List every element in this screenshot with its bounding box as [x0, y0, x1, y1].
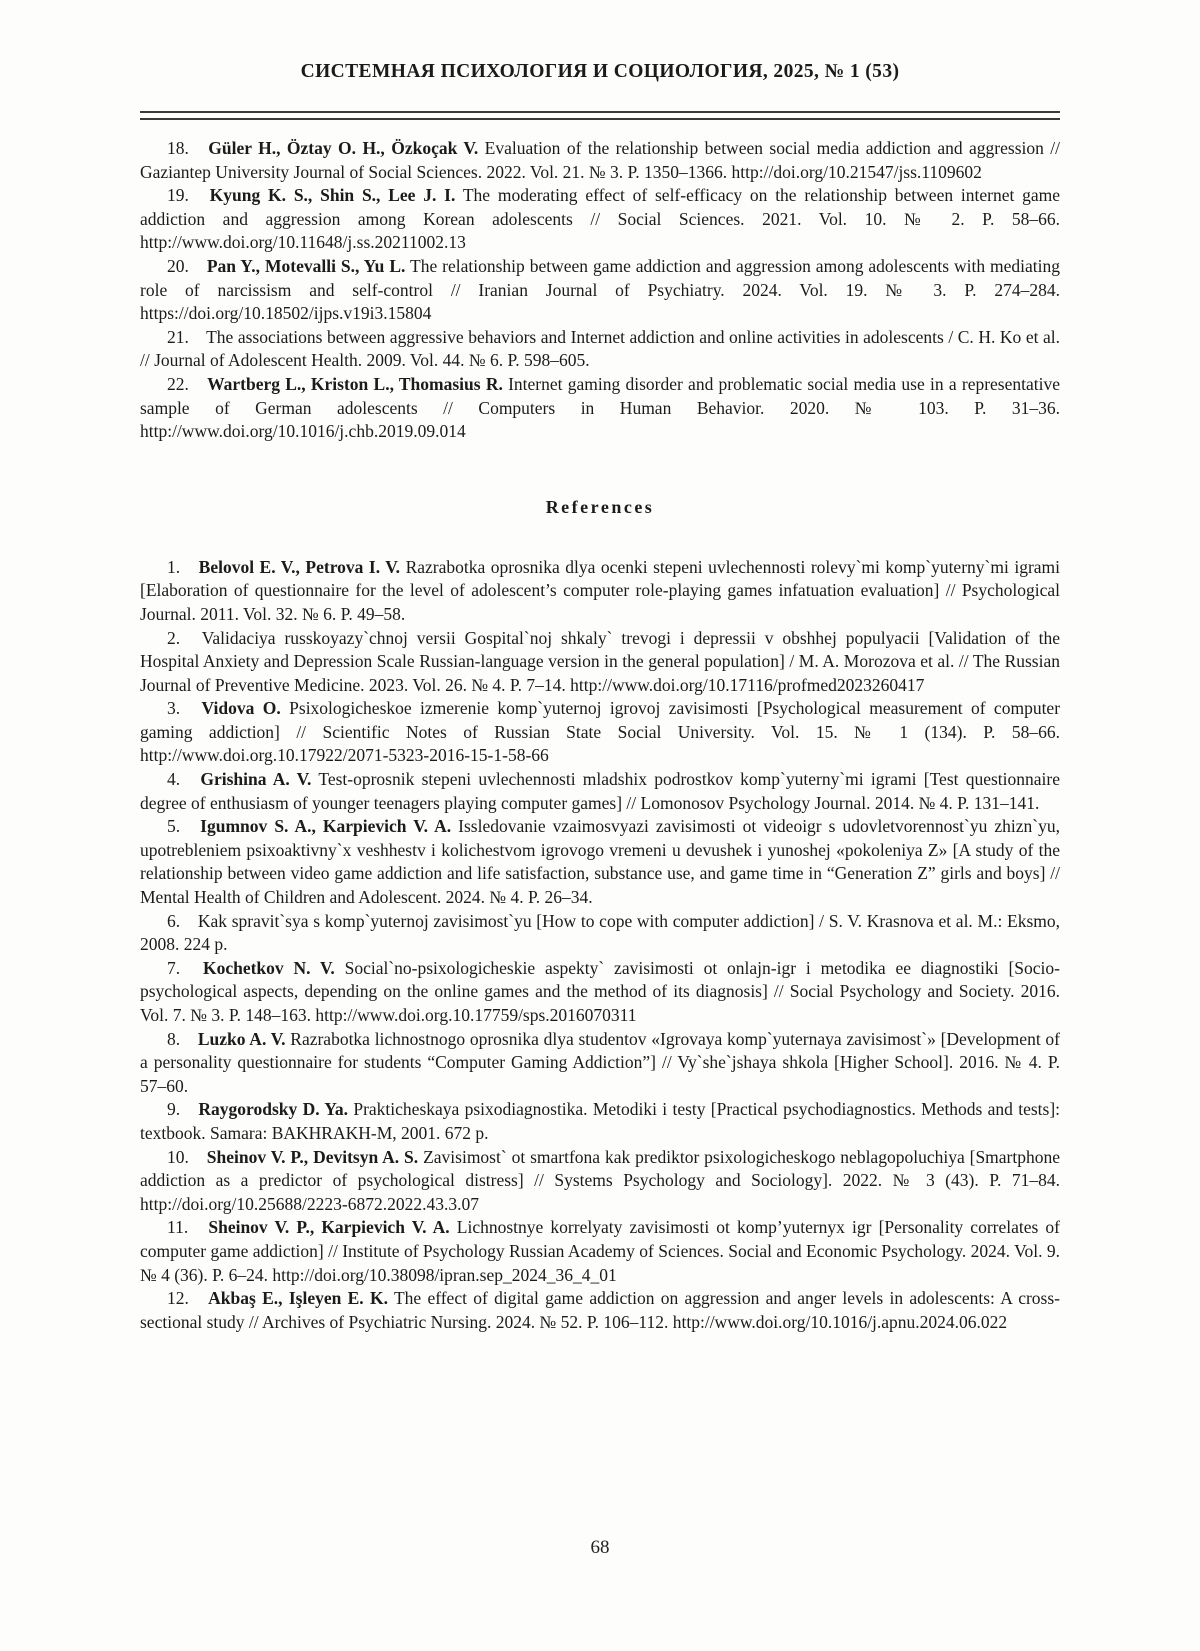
ref-number: 3.	[167, 698, 181, 719]
reference-item-2	[140, 627, 1060, 698]
ref-authors: Akbaş E., Işleyen E. K.	[208, 1288, 388, 1309]
ref-number: 20.	[167, 255, 189, 276]
references-heading: References	[545, 496, 655, 517]
reference-item-19	[140, 184, 1060, 255]
ref-text: Test-oprosnik stepeni uvlechennosti mladshix podrostkov komp`yuterny`mi igrami [Test questionnaire degree of enthusiasm of younger teenagers playing computer games] // Lomonosov Psychology Journal. 2014. № 4. P. 131–141.	[140, 769, 1061, 813]
reference-item-11	[140, 1216, 1060, 1287]
ref-text: The relationship between game addiction and aggression among adolescents with mediating role of narcissism and self-control // Iranian Journal of Psychiatry. 2024. Vol. 19. № 3. P. 274–284. https://doi.org/10.18502/ijps.v19i3.15804	[140, 255, 1061, 324]
ref-authors: Vidova O.	[201, 698, 281, 719]
ref-number: 21.	[167, 326, 189, 347]
ref-number: 1.	[167, 556, 181, 577]
ref-authors: Sheinov V. P., Devitsyn A. S.	[206, 1146, 419, 1167]
page-header	[140, 0, 1060, 120]
ref-text: Evaluation of the relationship between social media addiction and aggression // Gaziantep University Journal of Social Sciences. 2022. Vol. 21. № 3. P. 1350–1366. http://doi.org/10.21547/jss.1109602	[140, 138, 1061, 182]
ref-authors: Raygorodsky D. Ya.	[198, 1099, 349, 1120]
ref-authors: Belovol E. V., Petrova I. V.	[198, 556, 401, 577]
reference-item-8	[140, 1028, 1060, 1099]
ref-text: Kak spravit`sya s komp`yuternoj zavisimost`yu [How to cope with computer addiction] / S. V. Krasnova et al. M.: Eksmo, 2008. 224 p.	[140, 910, 1061, 955]
ref-text: Razrabotka oprosnika dlya ocenki stepeni uvlechennosti rolevy`mi komp`yuterny`mi igrami [Elaboration of questionnaire for the level of adolescent’s computer role-playing games infatuation evaluation] // Psychological Journal. 2011. Vol. 32. № 6. P. 49–58.	[140, 556, 1061, 624]
ref-text: Validaciya russkoyazy`chnoj versii Gospital`noj shkaly` trevogi i depressii v obshhej populyacii [Validation of the Hospital Anxiety and Depression Scale Russian-language version in the general population] / M. A. Morozova et al. // The Russian Journal of Preventive Medicine. 2023. Vol. 26. № 4. P. 7–14. http://www.doi.org/10.17116/profmed2023260417	[140, 627, 1060, 695]
reference-item-21	[140, 326, 1060, 373]
ref-text: Zavisimost` ot smartfona kak prediktor psixologicheskogo neblagopoluchiya [Smartphone addiction as a predictor of psychological distress] // Systems Psychology and Sociology]. 2022. № 3 (43). P. 71–84. http://doi.org/10.25688/2223-6872.2022.43.3.07	[140, 1146, 1061, 1214]
ref-text: Internet gaming disorder and problematic social media use in a representative sample of German adolescents // Computers in Human Behavior. 2020. № 103. P. 31–36. http://www.doi.org/10.1016/j.chb.2019.09.014	[140, 373, 1061, 442]
ref-authors: Grishina A. V.	[200, 769, 312, 790]
ref-number: 18.	[167, 138, 189, 158]
ref-authors: Kochetkov N. V.	[202, 957, 335, 978]
reference-item-20	[140, 255, 1060, 326]
reference-item-3	[140, 697, 1060, 768]
reference-item-9	[140, 1098, 1060, 1145]
page-body	[140, 137, 1060, 1334]
ref-text: The associations between aggressive behaviors and Internet addiction and online activities in adolescents / C. H. Ko et al. // Journal of Adolescent Health. 2009. Vol. 44. № 6. P. 598–605.	[140, 326, 1060, 371]
ref-authors: Sheinov V. P., Karpievich V. A.	[208, 1217, 450, 1238]
ref-number: 4.	[167, 769, 181, 790]
ref-authors: Kyung K. S., Shin S., Lee J. I.	[209, 185, 456, 206]
reference-item-6	[140, 910, 1060, 957]
ref-text: Social`no-psixologicheskie aspekty` zavisimosti ot onlajn-igr i metodika ee diagnostiki [Socio-psychological aspects, depending on the online games and the method of its diagnosis] // Social Psychology and Society. 2016. Vol. 7. № 3. P. 148–163. http://www.doi.org.10.17759/sps.2016070311	[140, 957, 1060, 1025]
page-number: 68	[590, 1537, 610, 1558]
ref-number: 11.	[167, 1217, 189, 1238]
reference-item-7	[140, 957, 1060, 1028]
ref-authors: Pan Y., Motevalli S., Yu L.	[206, 255, 406, 276]
reference-item-12	[140, 1287, 1060, 1334]
ref-number: 22.	[167, 373, 189, 394]
bibliography-top-section	[140, 137, 1060, 444]
ref-authors: Wartberg L., Kriston L., Thomasius R.	[207, 373, 503, 394]
page-content	[140, 0, 1060, 1334]
ref-text: Lichnostnye korrelyaty zavisimosti ot komp’yuternyx igr [Personality correlates of computer game addiction] // Institute of Psychology Russian Academy of Sciences. Social and Economic Psychology. 2024. Vol. 9. № 4 (36). P. 6–24. http://doi.org/10.38098/ipran.sep_2024_36_4_01	[140, 1217, 1061, 1285]
ref-text: Razrabotka lichnostnogo oprosnika dlya studentov «Igrovaya komp`yuternaya zavisimost`» [Development of a personality questionnaire for students “Computer Gaming Addiction”] // Vy`she`jshaya shkola [Higher School]. 2016. № 4. P. 57–60.	[140, 1028, 1060, 1096]
ref-number: 6.	[167, 910, 181, 931]
header-double-rule	[140, 111, 1060, 120]
ref-number: 7.	[167, 957, 181, 978]
reference-item-10	[140, 1146, 1060, 1217]
journal-header-title: СИСТЕМНАЯ ПСИХОЛОГИЯ И СОЦИОЛОГИЯ, 2025, № 1 (53)	[300, 61, 900, 82]
ref-number: 12.	[167, 1288, 189, 1309]
ref-number: 5.	[167, 816, 181, 837]
reference-item-1	[140, 556, 1060, 627]
ref-text: Prakticheskaya psixodiagnostika. Metodiki i testy [Practical psychodiagnostics. Methods and tests]: textbook. Samara: BAKHRAKH-M, 2001. 672 p.	[140, 1099, 1061, 1143]
ref-text: The effect of digital game addiction on aggression and anger levels in adolescents: A cross-sectional study // Archives of Psychiatric Nursing. 2024. № 52. P. 106–112. http://www.doi.org/10.1016/j.apnu.2024.06.022	[140, 1288, 1061, 1332]
ref-number: 8.	[167, 1028, 181, 1049]
reference-item-22	[140, 373, 1060, 444]
ref-authors: Güler H., Öztay O. H., Özkoçak V.	[208, 138, 479, 158]
ref-authors: Igumnov S. A., Karpievich V. A.	[200, 816, 452, 837]
reference-item-4	[140, 768, 1060, 815]
ref-number: 10.	[167, 1146, 189, 1167]
ref-text: The moderating effect of self-efficacy on the relationship between internet game addiction and aggression among Korean adolescents // Social Sciences. 2021. Vol. 10. № 2. P. 58–66. http://www.doi.org/10.11648/j.ss.20211002.13	[140, 185, 1061, 253]
ref-authors: Luzko A. V.	[197, 1028, 286, 1049]
ref-number: 2.	[167, 627, 181, 648]
ref-number: 9.	[167, 1099, 181, 1120]
ref-text: Issledovanie vzaimosvyazi zavisimosti ot videoigr s udovletvorennost`yu zhizn`yu, upotrebleniem psixoaktivny`x veshhestv i kolichestvom igrovogo vremeni u devushek i yunoshej «pokoleniya Z» [A study of the relationship between video game addiction and life satisfaction, substance use, and game time in “Generation Z” girls and boys] // Mental Health of Children and Adolescent. 2024. № 4. P. 26–34.	[140, 816, 1060, 908]
ref-text: Psixologicheskoe izmerenie komp`yuternoj igrovoj zavisimosti [Psychological measurement of computer gaming addiction] // Scientific Notes of Russian State Social University. Vol. 15. № 1 (134). P. 58–66. http://www.doi.org.10.17922/2071-5323-2016-15-1-58-66	[140, 698, 1061, 766]
references-section	[140, 556, 1060, 1335]
reference-item-18	[140, 137, 1060, 184]
reference-item-5	[140, 815, 1060, 909]
ref-number: 19.	[167, 185, 189, 206]
